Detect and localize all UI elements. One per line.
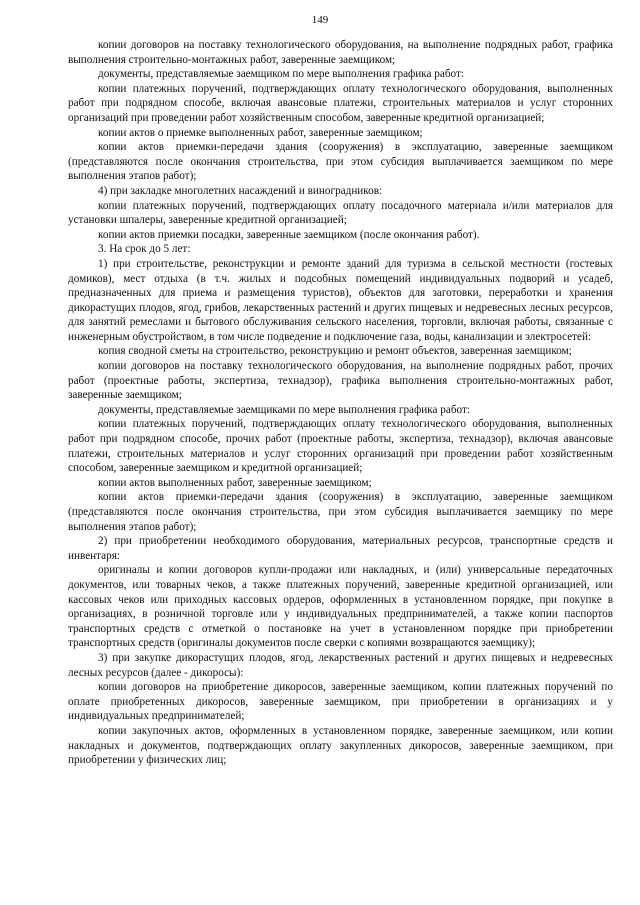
paragraph: копии актов приемки-передачи здания (сооружения) в эксплуатацию, заверенные заемщиком (представляются после окончания строительства, при этом субсидия выплачивается заемщику по мере выполнения этапов работ); [68, 491, 613, 533]
paragraph: копии договоров на приобретение дикоросов, заверенные заемщиком, копии платежных поручений по оплате приобретенных дикоросов, заверенные заемщиком, при приобретении в организациях и у индивидуальных предпринимателей; [68, 681, 613, 723]
page-number: 149 [311, 14, 329, 26]
paragraph: 3) при закупке дикорастущих плодов, ягод, лекарственных растений и других пищевых и недревесных лесных ресурсов (далее - дикоросы): [68, 651, 613, 679]
document-body [68, 38, 613, 768]
paragraph: копии актов о приемке выполненных работ, заверенные заемщиком; [98, 126, 423, 139]
paragraph: копии платежных поручений, подтверждающих оплату посадочного материала и/или материалов для установки шпалеры, заверенные кредитной организацией; [68, 199, 613, 227]
paragraph: документы, представляемые заемщиками по мере выполнения графика работ: [98, 403, 470, 416]
paragraph: копии актов выполненных работ, заверенные заемщиком; [98, 476, 372, 489]
paragraph: оригиналы и копии договоров купли-продажи или накладных, и (или) универсальные передаточных документов, или товарных чеков, а также платежных поручений, заверенные кредитной организацией, или кассовых чеков или приходных кассовых ордеров, оформленных в установленном порядке, при покупке в организациях, в розничной торговле или у индивидуальных предпринимателей, а также копии паспортов транспортных средств с отметкой о постановке на учет в установленном порядке при приобретении транспортных средств (оригиналы документов после сверки с копиями возвращаются заемщику); [68, 564, 613, 650]
section-heading: 3. На срок до 5 лет: [98, 243, 191, 256]
paragraph: копии актов приемки-передачи здания (сооружения) в эксплуатацию, заверенные заемщиком (представляются после окончания строительства, при этом субсидия выплачивается заемщиком по мере выполнения этапов работ); [68, 141, 613, 183]
paragraph: копии платежных поручений, подтверждающих оплату технологического оборудования, выполненных работ при подрядном способе, включая авансовые платежи, строительных материалов и услуг сторонних организаций при проведении работ хозяйственным способом, заверенные кредитной организацией; [68, 82, 613, 124]
paragraph: копии договоров на поставку технологического оборудования, на выполнение подрядных работ, графика выполнения строительно-монтажных работ, заверенные заемщиком; [68, 39, 613, 66]
paragraph: копия сводной сметы на строительство, реконструкцию и ремонт объектов, заверенная заемщиком; [98, 345, 572, 358]
paragraph: 2) при приобретении необходимого оборудования, материальных ресурсов, транспортные средств и инвентаря: [68, 535, 613, 562]
paragraph: копии закупочных актов, оформленных в установленном порядке, заверенные заемщиком, или копии накладных и документов, подтверждающих оплату закупленных дикоросов, заверенные заемщиком, при приобретении у физических лиц; [68, 724, 613, 767]
paragraph: 1) при строительстве, реконструкции и ремонте зданий для туризма в сельской местности (гостевых домиков), мест отдыха (в т.ч. жилых и подсобных помещений индивидуальных подворий и усадеб, предназначенных для приема и размещения туристов), объектов для заготовки, переработки и хранения дикорастущих плодов, ягод, грибов, лекарственных растений и других пищевых и недревесных лесных ресурсов, для занятий ремеслами и бытового обслуживания сельского населения, торговли, включая работы, связанные с инженерным обустройством, в том числе подведение и подключение газа, воды, канализации и электросетей: [68, 257, 613, 343]
paragraph: 4) при закладке многолетних насаждений и виноградников: [98, 184, 383, 197]
paragraph: копии актов приемки посадки, заверенные заемщиком (после окончания работ). [98, 228, 480, 241]
paragraph: копии платежных поручений, подтверждающих оплату технологического оборудования, выполненных работ при подрядном способе, прочих работ (проектные работы, экспертиза, технадзор), включая авансовые платежи, строительных материалов и услуг сторонних организаций при проведении работ хозяйственным способом, заверенные заемщиком и кредитной организацией; [68, 418, 613, 475]
paragraph: копии договоров на поставку технологического оборудования, на выполнение подрядных работ, прочих работ (проектные работы, экспертиза, технадзор), графика выполнения строительно-монтажных работ, заверенные заемщиком; [68, 360, 613, 402]
paragraph: документы, представляемые заемщиком по мере выполнения графика работ: [98, 68, 465, 81]
